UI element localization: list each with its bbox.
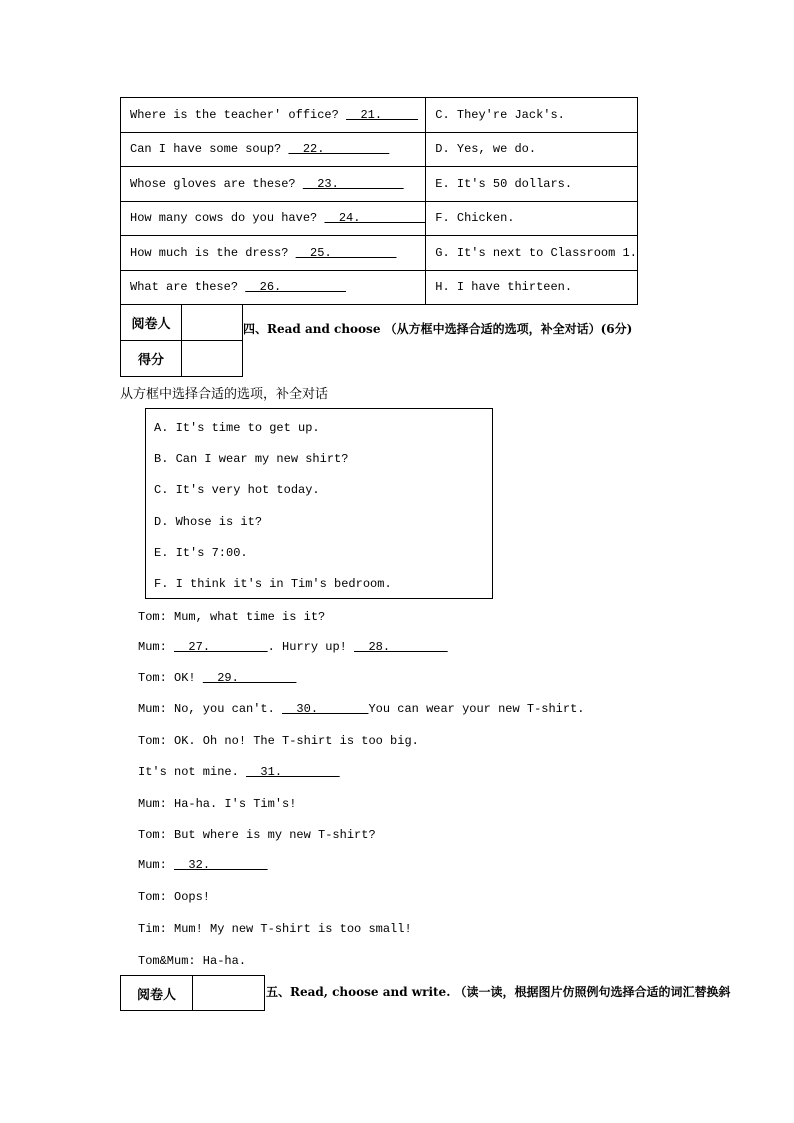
table-row bbox=[121, 132, 638, 167]
dialogue-line bbox=[138, 828, 376, 842]
question-cell bbox=[121, 201, 426, 236]
line-text: Tim: Mum! My new T-shirt is too small! bbox=[138, 922, 412, 936]
line-text: Mum: bbox=[138, 640, 175, 654]
answer-blank[interactable]: 22. bbox=[288, 142, 390, 157]
dialogue-line bbox=[138, 702, 585, 716]
answer-blank[interactable]: 28. bbox=[354, 640, 448, 654]
dialogue-line bbox=[138, 610, 325, 624]
grader-label: 阅卷人 bbox=[121, 305, 182, 341]
answer-option: C. They're Jack's. bbox=[426, 98, 638, 133]
table-row bbox=[121, 270, 638, 305]
dialogue-line bbox=[138, 922, 412, 936]
answer-option: H. I have thirteen. bbox=[426, 270, 638, 305]
line-text: Tom: Oops! bbox=[138, 890, 211, 904]
answer-blank[interactable]: 32. bbox=[174, 858, 268, 872]
option-item: C. It's very hot today. bbox=[154, 483, 320, 497]
grader-cell[interactable] bbox=[182, 305, 243, 341]
question-cell bbox=[121, 167, 426, 202]
dialogue-line bbox=[138, 954, 246, 968]
table-row bbox=[121, 167, 638, 202]
answer-option: F. Chicken. bbox=[426, 201, 638, 236]
option-item: B. Can I wear my new shirt? bbox=[154, 452, 349, 466]
answer-blank[interactable]: 27. bbox=[174, 640, 268, 654]
answer-option: D. Yes, we do. bbox=[426, 132, 638, 167]
answer-option: E. It's 50 dollars. bbox=[426, 167, 638, 202]
option-item: A. It's time to get up. bbox=[154, 421, 320, 435]
answer-blank[interactable]: 24. bbox=[324, 211, 426, 226]
table-row bbox=[121, 236, 638, 271]
question-text: What are these? bbox=[130, 280, 246, 295]
score-cell[interactable] bbox=[182, 341, 243, 377]
question-text: Whose gloves are these? bbox=[130, 176, 303, 191]
table-row bbox=[121, 201, 638, 236]
option-item: D. Whose is it? bbox=[154, 515, 263, 529]
line-text: Tom: OK! bbox=[138, 671, 203, 685]
answer-blank[interactable]: 23. bbox=[302, 176, 404, 191]
dialogue-line bbox=[138, 858, 268, 872]
line-text: Tom: Mum, what time is it? bbox=[138, 610, 326, 624]
line-text: Mum: No, you can't. bbox=[138, 702, 283, 716]
score-box bbox=[120, 304, 243, 377]
question-cell bbox=[121, 270, 426, 305]
dialogue-line bbox=[138, 890, 210, 904]
answer-blank[interactable]: 31. bbox=[246, 765, 340, 779]
section-5-title: 五、Read, choose and write. （读一读，根据图片仿照例句选择合适的词汇替换斜 bbox=[266, 985, 731, 999]
answer-blank[interactable]: 29. bbox=[202, 671, 297, 685]
answer-blank[interactable]: 25. bbox=[295, 245, 397, 260]
options-box bbox=[145, 408, 493, 599]
option-item: E. It's 7:00. bbox=[154, 546, 248, 560]
answer-blank[interactable]: 26. bbox=[245, 280, 347, 295]
table-row bbox=[121, 98, 638, 133]
matching-table bbox=[120, 97, 638, 305]
grader-cell[interactable] bbox=[193, 976, 265, 1011]
dialogue-line bbox=[138, 671, 296, 685]
grader-label: 阅卷人 bbox=[121, 976, 193, 1011]
dialogue-line bbox=[138, 797, 296, 811]
question-text: How much is the dress? bbox=[130, 245, 296, 260]
dialogue-line bbox=[138, 640, 448, 654]
line-text: Mum: bbox=[138, 858, 175, 872]
question-text: Can I have some soup? bbox=[130, 142, 289, 157]
dialogue-line bbox=[138, 765, 340, 779]
dialogue-line bbox=[138, 734, 419, 748]
answer-option: G. It's next to Classroom 1. bbox=[426, 236, 638, 271]
score-label: 得分 bbox=[121, 341, 182, 377]
section-4-instruction: 从方框中选择合适的选项，补全对话 bbox=[120, 387, 329, 402]
question-cell bbox=[121, 98, 426, 133]
question-text: How many cows do you have? bbox=[130, 211, 325, 226]
line-text: Tom: But where is my new T-shirt? bbox=[138, 828, 376, 842]
score-box-5 bbox=[120, 975, 265, 1011]
question-text: Where is the teacher' office? bbox=[130, 107, 347, 122]
line-text: Tom: OK. Oh no! The T-shirt is too big. bbox=[138, 734, 419, 748]
answer-blank[interactable]: 21. bbox=[346, 107, 419, 122]
line-text: Tom&Mum: Ha-ha. bbox=[138, 954, 247, 968]
option-item: F. I think it's in Tim's bedroom. bbox=[154, 577, 392, 591]
line-text: . Hurry up! bbox=[267, 640, 355, 654]
answer-blank[interactable]: 30. bbox=[282, 702, 369, 716]
line-text: It's not mine. bbox=[138, 765, 247, 779]
section-4-title: 四、Read and choose （从方框中选择合适的选项，补全对话）(6分) bbox=[243, 322, 633, 336]
line-text: You can wear your new T-shirt. bbox=[368, 702, 585, 716]
line-text: Mum: Ha-ha. I's Tim's! bbox=[138, 797, 297, 811]
question-cell bbox=[121, 132, 426, 167]
question-cell bbox=[121, 236, 426, 271]
